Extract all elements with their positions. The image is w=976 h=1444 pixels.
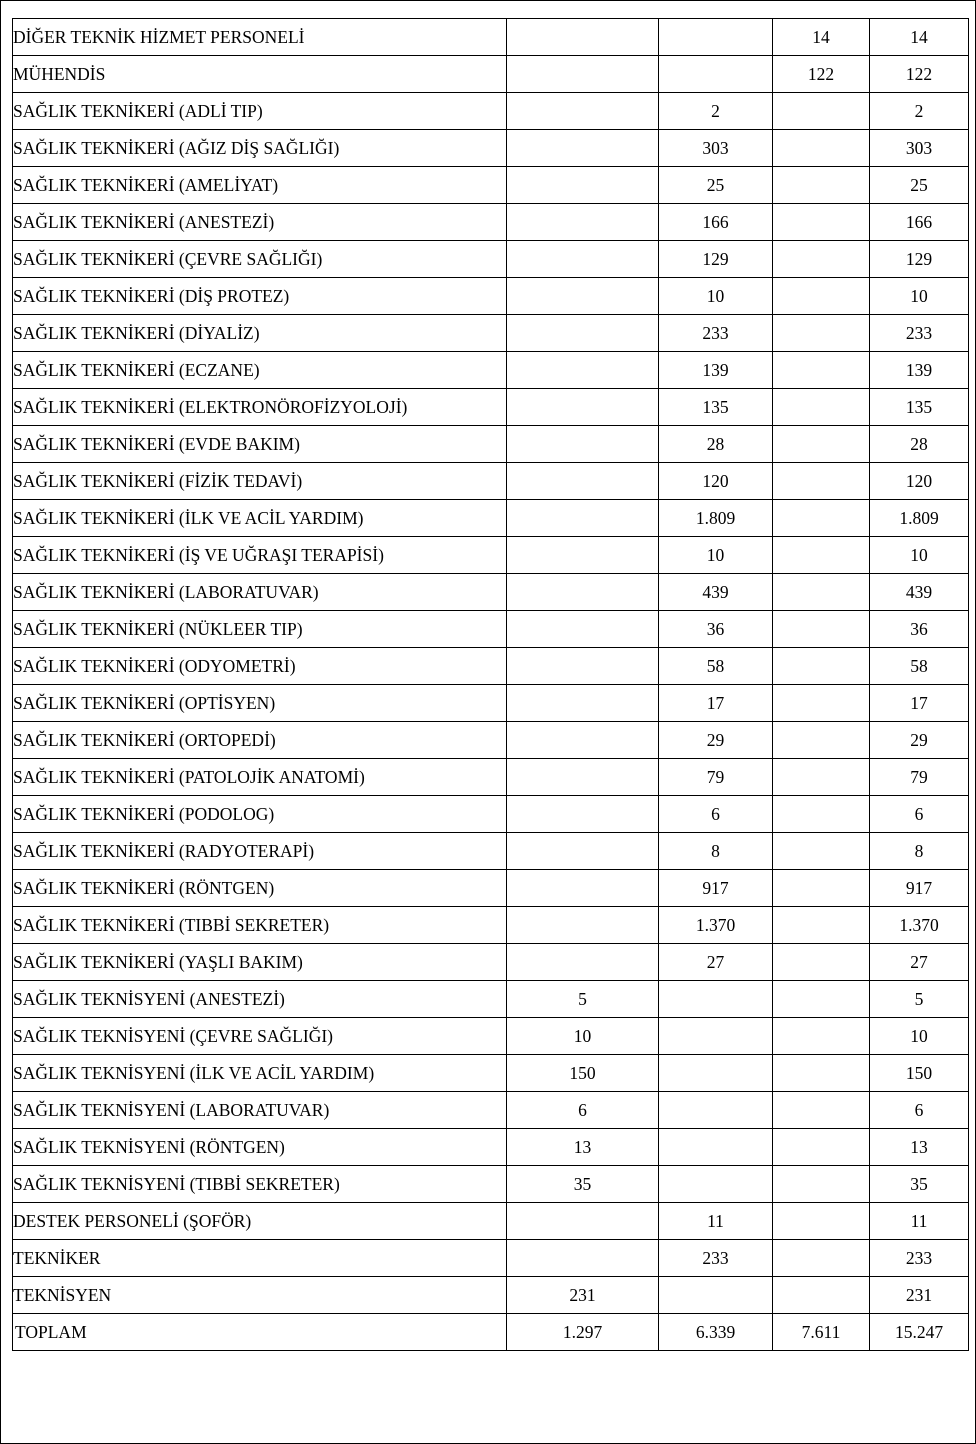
table-row [13, 611, 969, 648]
cell-total: 29 [870, 722, 969, 759]
cell-col-3 [773, 130, 870, 167]
cell-col-3 [773, 1055, 870, 1092]
cell-col-1 [507, 315, 659, 352]
table-row [13, 241, 969, 278]
table-row [13, 944, 969, 981]
cell-col-3 [773, 389, 870, 426]
table-row [13, 796, 969, 833]
cell-col-3 [773, 1277, 870, 1314]
cell-total: 11 [870, 1203, 969, 1240]
table-row [13, 685, 969, 722]
cell-total: 15.247 [870, 1314, 969, 1351]
table-row [13, 426, 969, 463]
cell-col-2: 58 [659, 648, 773, 685]
cell-total: 2 [870, 93, 969, 130]
cell-col-3 [773, 648, 870, 685]
cell-col-2: 166 [659, 204, 773, 241]
cell-title: SAĞLIK TEKNİKERİ (EVDE BAKIM) [13, 426, 507, 463]
cell-total: 122 [870, 56, 969, 93]
cell-col-1 [507, 241, 659, 278]
cell-col-3 [773, 685, 870, 722]
cell-title: SAĞLIK TEKNİSYENİ (ANESTEZİ) [13, 981, 507, 1018]
cell-title: SAĞLIK TEKNİKERİ (OPTİSYEN) [13, 685, 507, 722]
cell-title: SAĞLIK TEKNİKERİ (İŞ VE UĞRAŞI TERAPİSİ) [13, 537, 507, 574]
table-row [13, 352, 969, 389]
cell-title: SAĞLIK TEKNİKERİ (ORTOPEDİ) [13, 722, 507, 759]
table-row [13, 389, 969, 426]
cell-title: SAĞLIK TEKNİSYENİ (ÇEVRE SAĞLIĞI) [13, 1018, 507, 1055]
staff-count-table [12, 18, 969, 1351]
cell-col-3 [773, 93, 870, 130]
cell-col-2: 439 [659, 574, 773, 611]
table-row [13, 315, 969, 352]
cell-col-2 [659, 981, 773, 1018]
cell-col-2: 1.370 [659, 907, 773, 944]
cell-total: 439 [870, 574, 969, 611]
cell-title: SAĞLIK TEKNİKERİ (NÜKLEER TIP) [13, 611, 507, 648]
table-row [13, 1166, 969, 1203]
cell-total: 6 [870, 1092, 969, 1129]
cell-col-1 [507, 1240, 659, 1277]
table-row [13, 167, 969, 204]
cell-col-3 [773, 1203, 870, 1240]
cell-col-1 [507, 93, 659, 130]
cell-col-2: 25 [659, 167, 773, 204]
cell-title: SAĞLIK TEKNİKERİ (TIBBİ SEKRETER) [13, 907, 507, 944]
cell-col-2: 79 [659, 759, 773, 796]
cell-col-1 [507, 759, 659, 796]
table-row [13, 759, 969, 796]
table-row [13, 907, 969, 944]
cell-col-1 [507, 56, 659, 93]
cell-col-3 [773, 426, 870, 463]
total-row [13, 1314, 969, 1351]
cell-col-3 [773, 1018, 870, 1055]
cell-col-1 [507, 870, 659, 907]
cell-title: SAĞLIK TEKNİKERİ (AMELİYAT) [13, 167, 507, 204]
cell-col-2: 917 [659, 870, 773, 907]
table-body [13, 19, 969, 1351]
cell-total: 233 [870, 1240, 969, 1277]
cell-title: SAĞLIK TEKNİKERİ (PODOLOG) [13, 796, 507, 833]
table-row [13, 648, 969, 685]
cell-col-2: 29 [659, 722, 773, 759]
cell-col-1 [507, 130, 659, 167]
cell-col-3: 7.611 [773, 1314, 870, 1351]
cell-total: 14 [870, 19, 969, 56]
cell-title: SAĞLIK TEKNİKERİ (YAŞLI BAKIM) [13, 944, 507, 981]
cell-col-2: 6 [659, 796, 773, 833]
cell-col-2: 135 [659, 389, 773, 426]
cell-title: TEKNİSYEN [13, 1277, 507, 1314]
table-row [13, 56, 969, 93]
cell-col-1 [507, 796, 659, 833]
cell-col-2: 10 [659, 537, 773, 574]
cell-col-2: 233 [659, 1240, 773, 1277]
cell-total: 150 [870, 1055, 969, 1092]
cell-col-1 [507, 944, 659, 981]
cell-col-3 [773, 315, 870, 352]
cell-total: 129 [870, 241, 969, 278]
cell-title: SAĞLIK TEKNİKERİ (PATOLOJİK ANATOMİ) [13, 759, 507, 796]
cell-total: 17 [870, 685, 969, 722]
cell-col-1 [507, 1203, 659, 1240]
cell-col-1 [507, 352, 659, 389]
cell-title: DİĞER TEKNİK HİZMET PERSONELİ [13, 19, 507, 56]
cell-col-3 [773, 463, 870, 500]
cell-col-1 [507, 574, 659, 611]
cell-title: SAĞLIK TEKNİKERİ (ANESTEZİ) [13, 204, 507, 241]
cell-total: 58 [870, 648, 969, 685]
cell-col-1 [507, 685, 659, 722]
table-row [13, 722, 969, 759]
cell-title: SAĞLIK TEKNİSYENİ (RÖNTGEN) [13, 1129, 507, 1166]
cell-total: 10 [870, 1018, 969, 1055]
cell-col-3 [773, 611, 870, 648]
cell-col-1 [507, 722, 659, 759]
cell-col-1 [507, 19, 659, 56]
cell-total: 233 [870, 315, 969, 352]
cell-col-3 [773, 796, 870, 833]
cell-title: SAĞLIK TEKNİKERİ (RÖNTGEN) [13, 870, 507, 907]
cell-total: 10 [870, 278, 969, 315]
cell-col-3: 122 [773, 56, 870, 93]
cell-col-2 [659, 19, 773, 56]
cell-title: DESTEK PERSONELİ (ŞOFÖR) [13, 1203, 507, 1240]
cell-col-1 [507, 907, 659, 944]
cell-total: 13 [870, 1129, 969, 1166]
cell-col-2: 10 [659, 278, 773, 315]
cell-col-1: 10 [507, 1018, 659, 1055]
cell-total: 5 [870, 981, 969, 1018]
cell-col-1 [507, 389, 659, 426]
cell-col-3 [773, 537, 870, 574]
cell-col-3 [773, 722, 870, 759]
cell-col-3 [773, 167, 870, 204]
cell-col-3 [773, 241, 870, 278]
cell-title: SAĞLIK TEKNİKERİ (FİZİK TEDAVİ) [13, 463, 507, 500]
cell-col-1 [507, 833, 659, 870]
table-row [13, 1277, 969, 1314]
cell-total: 135 [870, 389, 969, 426]
cell-title: SAĞLIK TEKNİKERİ (ELEKTRONÖROFİZYOLOJİ) [13, 389, 507, 426]
cell-col-3 [773, 759, 870, 796]
cell-col-2: 27 [659, 944, 773, 981]
cell-col-1: 35 [507, 1166, 659, 1203]
cell-col-1 [507, 648, 659, 685]
cell-title: SAĞLIK TEKNİKERİ (ADLİ TIP) [13, 93, 507, 130]
table-row [13, 1055, 969, 1092]
cell-total: 27 [870, 944, 969, 981]
cell-col-2 [659, 1055, 773, 1092]
cell-col-2 [659, 1018, 773, 1055]
cell-title: SAĞLIK TEKNİKERİ (DİYALİZ) [13, 315, 507, 352]
table-row [13, 93, 969, 130]
table-row [13, 1129, 969, 1166]
cell-col-2 [659, 1166, 773, 1203]
cell-title: SAĞLIK TEKNİKERİ (RADYOTERAPİ) [13, 833, 507, 870]
cell-total: 166 [870, 204, 969, 241]
cell-total: 8 [870, 833, 969, 870]
cell-title: SAĞLIK TEKNİKERİ (ÇEVRE SAĞLIĞI) [13, 241, 507, 278]
cell-total: 25 [870, 167, 969, 204]
cell-col-1 [507, 204, 659, 241]
table-row [13, 463, 969, 500]
table-row [13, 1203, 969, 1240]
cell-total: 6 [870, 796, 969, 833]
table-row [13, 574, 969, 611]
cell-col-3 [773, 574, 870, 611]
cell-col-3 [773, 944, 870, 981]
table-row [13, 870, 969, 907]
table-row [13, 1240, 969, 1277]
cell-total: 28 [870, 426, 969, 463]
cell-col-1 [507, 537, 659, 574]
cell-col-1: 5 [507, 981, 659, 1018]
cell-title: SAĞLIK TEKNİKERİ (İLK VE ACİL YARDIM) [13, 500, 507, 537]
cell-total: 1.370 [870, 907, 969, 944]
table-row [13, 500, 969, 537]
cell-total: 303 [870, 130, 969, 167]
table-row [13, 537, 969, 574]
cell-total: 79 [870, 759, 969, 796]
cell-col-2: 6.339 [659, 1314, 773, 1351]
cell-col-3 [773, 870, 870, 907]
cell-col-2: 28 [659, 426, 773, 463]
cell-col-3 [773, 1240, 870, 1277]
cell-col-1: 13 [507, 1129, 659, 1166]
table-row [13, 130, 969, 167]
cell-col-1 [507, 500, 659, 537]
table-row [13, 833, 969, 870]
cell-title: TEKNİKER [13, 1240, 507, 1277]
cell-col-2 [659, 1129, 773, 1166]
table-row [13, 278, 969, 315]
cell-col-1 [507, 167, 659, 204]
cell-col-3 [773, 981, 870, 1018]
cell-title: MÜHENDİS [13, 56, 507, 93]
table-row [13, 19, 969, 56]
table-row [13, 1092, 969, 1129]
cell-col-1: 150 [507, 1055, 659, 1092]
cell-col-2: 303 [659, 130, 773, 167]
cell-col-2 [659, 1092, 773, 1129]
cell-col-3 [773, 500, 870, 537]
cell-total: 139 [870, 352, 969, 389]
cell-col-1: 1.297 [507, 1314, 659, 1351]
cell-col-2: 8 [659, 833, 773, 870]
cell-col-3 [773, 833, 870, 870]
cell-col-2 [659, 56, 773, 93]
cell-title: SAĞLIK TEKNİKERİ (ECZANE) [13, 352, 507, 389]
cell-col-3 [773, 278, 870, 315]
cell-col-2: 233 [659, 315, 773, 352]
cell-col-2: 17 [659, 685, 773, 722]
cell-col-2: 129 [659, 241, 773, 278]
table-row [13, 204, 969, 241]
cell-col-3 [773, 1129, 870, 1166]
cell-col-1 [507, 611, 659, 648]
cell-title: SAĞLIK TEKNİSYENİ (TIBBİ SEKRETER) [13, 1166, 507, 1203]
cell-total: 35 [870, 1166, 969, 1203]
cell-col-2 [659, 1277, 773, 1314]
cell-col-3 [773, 352, 870, 389]
cell-col-2: 1.809 [659, 500, 773, 537]
cell-title: SAĞLIK TEKNİSYENİ (LABORATUVAR) [13, 1092, 507, 1129]
cell-title: TOPLAM [13, 1314, 507, 1351]
cell-col-2: 11 [659, 1203, 773, 1240]
cell-col-2: 2 [659, 93, 773, 130]
cell-title: SAĞLIK TEKNİKERİ (DİŞ PROTEZ) [13, 278, 507, 315]
cell-col-2: 139 [659, 352, 773, 389]
cell-title: SAĞLIK TEKNİKERİ (AĞIZ DİŞ SAĞLIĞI) [13, 130, 507, 167]
cell-total: 36 [870, 611, 969, 648]
cell-col-1: 6 [507, 1092, 659, 1129]
cell-title: SAĞLIK TEKNİSYENİ (İLK VE ACİL YARDIM) [13, 1055, 507, 1092]
table-row [13, 1018, 969, 1055]
cell-col-1 [507, 463, 659, 500]
cell-col-3 [773, 204, 870, 241]
cell-total: 917 [870, 870, 969, 907]
cell-total: 10 [870, 537, 969, 574]
table-row [13, 981, 969, 1018]
cell-col-3 [773, 1092, 870, 1129]
cell-col-1: 231 [507, 1277, 659, 1314]
cell-col-2: 120 [659, 463, 773, 500]
cell-col-1 [507, 278, 659, 315]
cell-total: 120 [870, 463, 969, 500]
cell-total: 1.809 [870, 500, 969, 537]
cell-col-2: 36 [659, 611, 773, 648]
cell-col-3 [773, 1166, 870, 1203]
cell-title: SAĞLIK TEKNİKERİ (LABORATUVAR) [13, 574, 507, 611]
cell-title: SAĞLIK TEKNİKERİ (ODYOMETRİ) [13, 648, 507, 685]
cell-total: 231 [870, 1277, 969, 1314]
cell-col-3: 14 [773, 19, 870, 56]
cell-col-1 [507, 426, 659, 463]
cell-col-3 [773, 907, 870, 944]
